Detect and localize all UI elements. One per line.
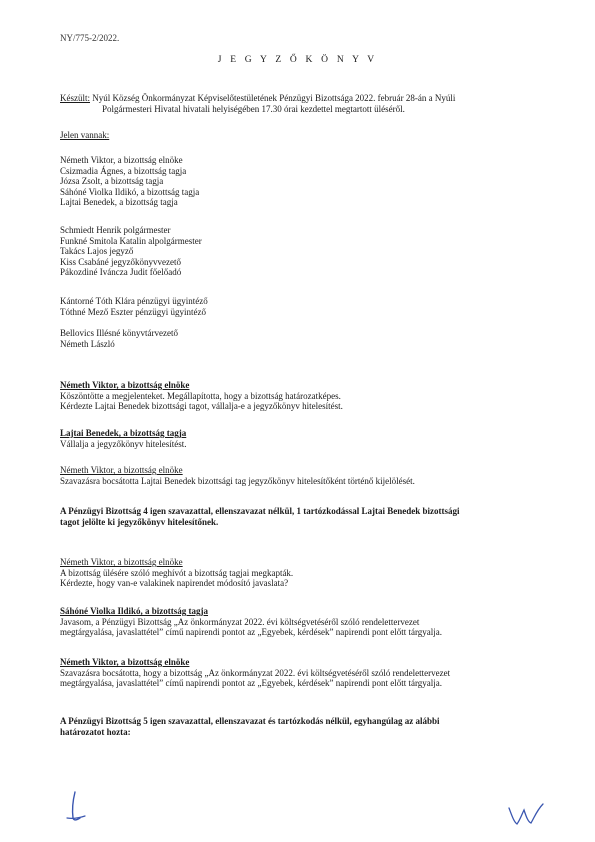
decision-1 <box>60 506 560 527</box>
section-3 <box>60 465 560 486</box>
attendee: Pákozdiné Iváncza Judit főelőadó <box>60 267 182 277</box>
speaker-name: Sáhóné Violka Ildikó, a bizottság tagja <box>60 606 209 616</box>
intro-label: Készült: <box>60 93 90 103</box>
section-5 <box>60 606 560 638</box>
signature-initial-right <box>505 798 551 830</box>
speaker-name: Németh Viktor, a bizottság elnöke <box>60 557 183 567</box>
statement-line: Szavazásra bocsátotta Lajtai Benedek bizottsági tag jegyzőkönyv hitelesítőként történő kijelölését. <box>60 475 415 486</box>
statement-line: Köszöntötte a megjelenteket. Megállapította, hogy a bizottság határozatképes. <box>60 390 341 401</box>
attendee: Tóthné Mező Eszter pénzügyi ügyintéző <box>60 306 206 317</box>
document-title: J E G Y Z Ő K Ö N Y V <box>217 55 378 65</box>
signature-initial-left <box>55 788 95 828</box>
section-4 <box>60 557 560 589</box>
attendee: Németh Viktor, a bizottság elnöke <box>60 155 183 165</box>
decision-line: A Pénzügyi Bizottság 4 igen szavazattal, ellenszavazat nélkül, 1 tartózkodással Lajtai Benedek bizottsági <box>60 506 460 516</box>
speaker-name: Lajtai Benedek, a bizottság tagja <box>60 428 187 438</box>
speaker-name: Németh Viktor, a bizottság elnöke <box>60 465 183 475</box>
intro-paragraph <box>60 93 560 114</box>
section-6 <box>60 657 560 689</box>
statement-line: Kérdezte Lajtai Benedek bizottsági tagot, vállalja-e a jegyzőkönyv hitelesítést. <box>60 401 343 411</box>
present-heading <box>60 130 560 141</box>
speaker-name: Németh Viktor, a bizottság elnöke <box>60 380 190 390</box>
decision-2 <box>60 716 560 737</box>
attendee: Józsa Zsolt, a bizottság tagja <box>60 176 164 186</box>
attendee: Bellovics Illésné könyvtárvezető <box>60 328 178 338</box>
statement-line: megtárgyalása, javaslattétel” című napirendi pontot az „Egyebek, kérdések” napirendi pont előtt tárgyalja. <box>60 627 443 637</box>
speaker-name: Németh Viktor, a bizottság elnöke <box>60 657 190 667</box>
statement-line: Vállalja a jegyzőkönyv hitelesítést. <box>60 438 187 449</box>
section-2 <box>60 428 560 449</box>
statement-line: Javasom, a Pénzügyi Bizottság „Az önkormányzat 2022. évi költségvetéséről szóló rendelettervezet <box>60 616 420 627</box>
statement-line: A bizottság ülésére szóló meghívót a bizottság tagjai megkapták. <box>60 567 294 578</box>
attendee: Csizmadia Ágnes, a bizottság tagja <box>60 165 187 176</box>
present-group-3 <box>60 296 560 317</box>
intro-line-2: Polgármesteri Hivatal hivatali helyiségében 17.30 órai kezdettel megtartott üléséről. <box>102 103 405 114</box>
attendee: Funkné Smitola Katalin alpolgármester <box>60 235 202 246</box>
attendee: Németh László <box>60 338 115 349</box>
attendee: Sáhóné Violka Ildikó, a bizottság tagja <box>60 186 200 197</box>
decision-line: határozatot hozta: <box>60 726 131 737</box>
attendee: Kiss Csabáné jegyzőkönyvvezető <box>60 256 181 267</box>
statement-line: Kérdezte, hogy van-e valakinek napirendet módosító javaslata? <box>60 578 289 588</box>
section-1 <box>60 380 560 412</box>
decision-line: tagot jelölte ki jegyzőkönyv hitelesítőnek. <box>60 516 219 527</box>
attendee: Schmiedt Henrik polgármester <box>60 225 171 235</box>
present-heading-text: Jelen vannak: <box>60 130 110 140</box>
present-group-1 <box>60 155 560 208</box>
attendee: Lajtai Benedek, a bizottság tagja <box>60 197 178 207</box>
intro-line-1: Nyúl Község Önkormányzat Képviselőtestületének Pénzügyi Bizottsága 2022. február 28-án a Nyúli <box>92 93 456 103</box>
decision-line: A Pénzügyi Bizottság 5 igen szavazattal, ellenszavazat és tartózkodás nélkül, egyhangúlag az alábbi <box>60 716 440 726</box>
present-group-2 <box>60 225 560 278</box>
statement-line: megtárgyalása, javaslattétel” című napirendi pontot az „Egyebek, kérdések” napirendi pont előtt tárgyalja. <box>60 678 443 688</box>
attendee: Kántorné Tóth Klára pénzügyi ügyintéző <box>60 296 208 306</box>
statement-line: Szavazásra bocsátotta, hogy a bizottság „Az önkormányzat 2022. évi költségvetéséről szóló rendelettervezet <box>60 667 451 678</box>
attendee: Takács Lajos jegyző <box>60 246 134 256</box>
present-group-4 <box>60 328 560 349</box>
document-number: NY/775-2/2022. <box>60 33 120 43</box>
